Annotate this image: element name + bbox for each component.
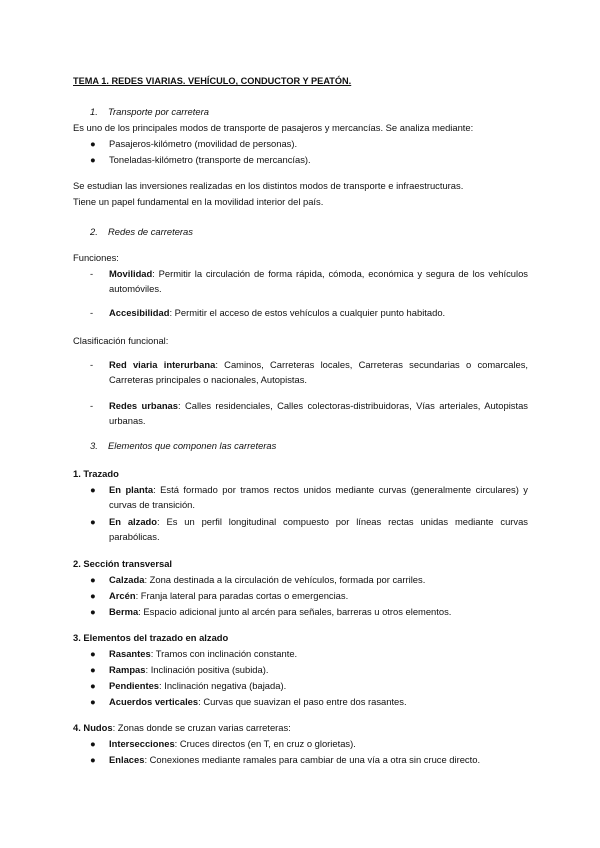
bullet-dot-icon: ●	[90, 754, 96, 765]
bullet-dot-icon: ●	[90, 154, 96, 165]
document-title: TEMA 1. REDES VIARIAS. VEHÍCULO, CONDUCTOR Y PEATÓN.	[73, 76, 352, 86]
subheading-nudos: 4. Nudos: Zonas donde se cruzan varias carreteras:	[73, 722, 291, 733]
list-item: ● Arcén: Franja lateral para paradas cortas o emergencias.	[90, 590, 349, 601]
list-item: ● Pendientes: Inclinación negativa (bajada).	[90, 680, 287, 691]
subheading-alzado: 3. Elementos del trazado en alzado	[73, 632, 229, 643]
section-heading-elementos: 3. Elementos que componen las carreteras	[90, 440, 277, 451]
list-item: ● Enlaces: Conexiones mediante ramales para cambiar de una vía a otra sin cruce directo.	[90, 754, 481, 765]
bullet-dash-icon: -	[90, 359, 94, 370]
bullet-dot-icon: ●	[90, 606, 96, 617]
list-item: ● En alzado: Es un perfil longitudinal compuesto por líneas rectas unidas mediante curvas parabólicas.	[90, 516, 528, 542]
list-item: - Movilidad: Permitir la circulación de forma rápida, cómoda, económica y segura de los vehículos automóviles.	[90, 268, 528, 294]
bullet-dot-icon: ●	[90, 648, 96, 659]
paragraph: Se estudian las inversiones realizadas en los distintos modos de transporte e infraestructuras.	[73, 180, 464, 191]
list-item: ● Calzada: Zona destinada a la circulación de vehículos, formada por carriles.	[90, 574, 426, 585]
list-item: ● Pasajeros-kilómetro (movilidad de personas).	[90, 138, 298, 149]
list-item: ● Acuerdos verticales: Curvas que suavizan el paso entre dos rasantes.	[90, 696, 407, 707]
funciones-label: Funciones:	[73, 252, 119, 263]
bullet-dot-icon: ●	[90, 516, 96, 527]
list-item: ● Berma: Espacio adicional junto al arcén para señales, barreras u otros elementos.	[90, 606, 452, 617]
list-item: ● En planta: Está formado por tramos rectos unidos mediante curvas (generalmente circulares) y curvas de transición.	[90, 484, 528, 510]
intro-paragraph: Es uno de los principales modos de transporte de pasajeros y mercancías. Se analiza mediante:	[73, 122, 474, 133]
bullet-dot-icon: ●	[90, 138, 96, 149]
bullet-dash-icon: -	[90, 307, 94, 318]
bullet-dot-icon: ●	[90, 696, 96, 707]
bullet-dash-icon: -	[90, 400, 94, 411]
section-heading-transporte: 1. Transporte por carretera	[90, 106, 209, 117]
list-item: ● Intersecciones: Cruces directos (en T, en cruz o glorietas).	[90, 738, 356, 749]
list-item: - Redes urbanas: Calles residenciales, Calles colectoras-distribuidoras, Vías arteriales, Autopistas urbanas.	[90, 400, 528, 426]
bullet-dash-icon: -	[90, 268, 94, 279]
bullet-dot-icon: ●	[90, 664, 96, 675]
list-item: ● Toneladas-kilómetro (transporte de mercancías).	[90, 154, 311, 165]
bullet-dot-icon: ●	[90, 738, 96, 749]
bullet-dot-icon: ●	[90, 484, 96, 495]
list-item: ● Rasantes: Tramos con inclinación constante.	[90, 648, 298, 659]
section-heading-redes: 2. Redes de carreteras	[90, 226, 193, 237]
subheading-trazado: 1. Trazado	[73, 468, 119, 479]
bullet-dot-icon: ●	[90, 574, 96, 585]
list-item: ● Rampas: Inclinación positiva (subida).	[90, 664, 269, 675]
list-item: - Accesibilidad: Permitir el acceso de estos vehículos a cualquier punto habitado.	[90, 307, 446, 318]
bullet-dot-icon: ●	[90, 680, 96, 691]
paragraph: Tiene un papel fundamental en la movilidad interior del país.	[73, 196, 324, 207]
list-item: - Red viaria interurbana: Caminos, Carreteras locales, Carreteras secundarias o comarcales, Carreteras principales o nacionales, Autopistas.	[90, 359, 528, 385]
clasificacion-label: Clasificación funcional:	[73, 335, 169, 346]
bullet-dot-icon: ●	[90, 590, 96, 601]
subheading-seccion: 2. Sección transversal	[73, 558, 173, 569]
